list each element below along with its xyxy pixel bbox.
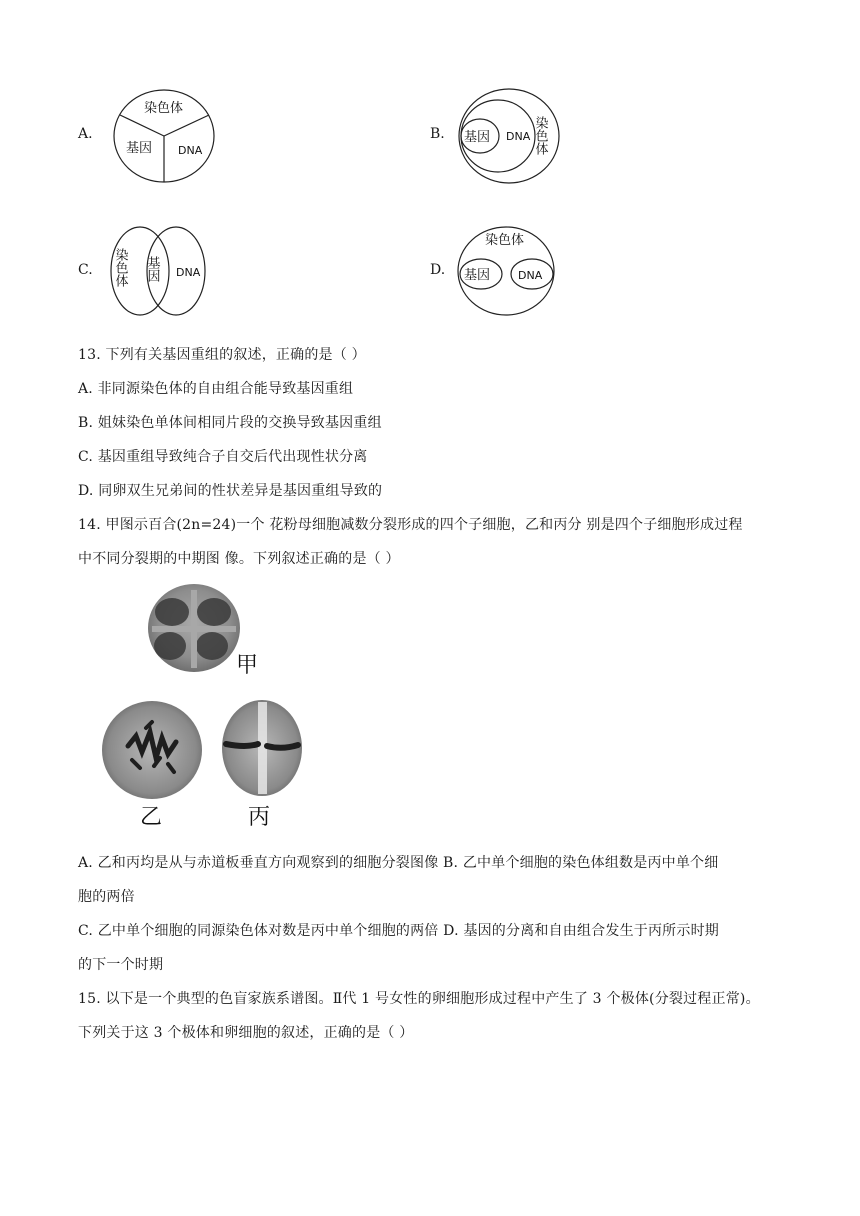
option-a-dna-label: DNA (178, 144, 203, 157)
q15-stem-line1: 15. 以下是一个典型的色盲家族系谱图。Ⅱ代 1 号女性的卵细胞形成过程中产生了 3 个极体(分裂过程正常)。 (78, 991, 760, 1007)
figure-label-bing: 丙 (248, 805, 271, 830)
option-c-venn-diagram (108, 224, 210, 320)
q13-option-a: A. 非同源染色体的自由组合能导致基因重组 (78, 381, 354, 397)
option-c-chromosome-label: 染色体 (112, 248, 128, 287)
cell-bing-metaphase-two (222, 700, 302, 796)
option-b-chromosome-label: 染色体 (532, 116, 548, 155)
cell-yi-metaphase-one (102, 701, 202, 799)
q14-options-line1: A. 乙和丙均是从与赤道板垂直方向观察到的细胞分裂图像 B. 乙中单个细胞的染色体组数是丙中单个细 (78, 855, 719, 871)
option-a-gene-label: 基因 (126, 141, 153, 156)
q13-option-b: B. 姐妹染色单体间相同片段的交换导致基因重组 (78, 415, 382, 431)
option-c-dna-label: DNA (176, 266, 201, 279)
option-a-pie-diagram (112, 88, 218, 186)
option-d-gene-label: 基因 (464, 268, 491, 283)
figure-label-yi: 乙 (140, 805, 163, 830)
q14-options-line3: C. 乙中单个细胞的同源染色体对数是丙中单个细胞的两倍 D. 基因的分离和自由组合发生于丙所示时期 (78, 923, 719, 939)
cell-jia-tetrad (148, 584, 240, 672)
option-d-chromosome-label: 染色体 (485, 233, 525, 248)
option-d-container-diagram (456, 224, 558, 320)
q14-micrograph-figure (96, 582, 316, 832)
option-d-dna-label: DNA (518, 269, 543, 282)
option-b-dna-label: DNA (506, 130, 531, 143)
q15-stem-line2: 下列关于这 3 个极体和卵细胞的叙述，正确的是（ ） (78, 1025, 414, 1041)
q14-options-line4: 的下一个时期 (78, 957, 164, 973)
q13-stem: 13. 下列有关基因重组的叙述，正确的是（ ） (78, 347, 366, 363)
option-c-gene-label: 基因 (144, 256, 160, 282)
option-b-nested-diagram (456, 86, 562, 188)
option-b-gene-label: 基因 (464, 130, 491, 145)
q13-option-c: C. 基因重组导致纯合子自交后代出现性状分离 (78, 449, 368, 465)
figure-label-jia: 甲 (236, 653, 259, 678)
option-d-letter: D. (430, 262, 446, 278)
option-c-letter: C. (78, 262, 93, 278)
option-b-letter: B. (430, 126, 445, 142)
q14-stem-line1: 14. 甲图示百合(2n=24)一个 花粉母细胞减数分裂形成的四个子细胞，乙和丙分 别是四个子细胞形成过程 (78, 517, 743, 533)
q14-stem-line2: 中不同分裂期的中期图 像。下列叙述正确的是（ ） (78, 551, 400, 567)
q14-options-line2: 胞的两倍 (78, 889, 135, 905)
option-a-chromosome-label: 染色体 (144, 101, 184, 116)
q13-option-d: D. 同卵双生兄弟间的性状差异是基因重组导致的 (78, 483, 383, 499)
option-a-letter: A. (78, 126, 93, 142)
